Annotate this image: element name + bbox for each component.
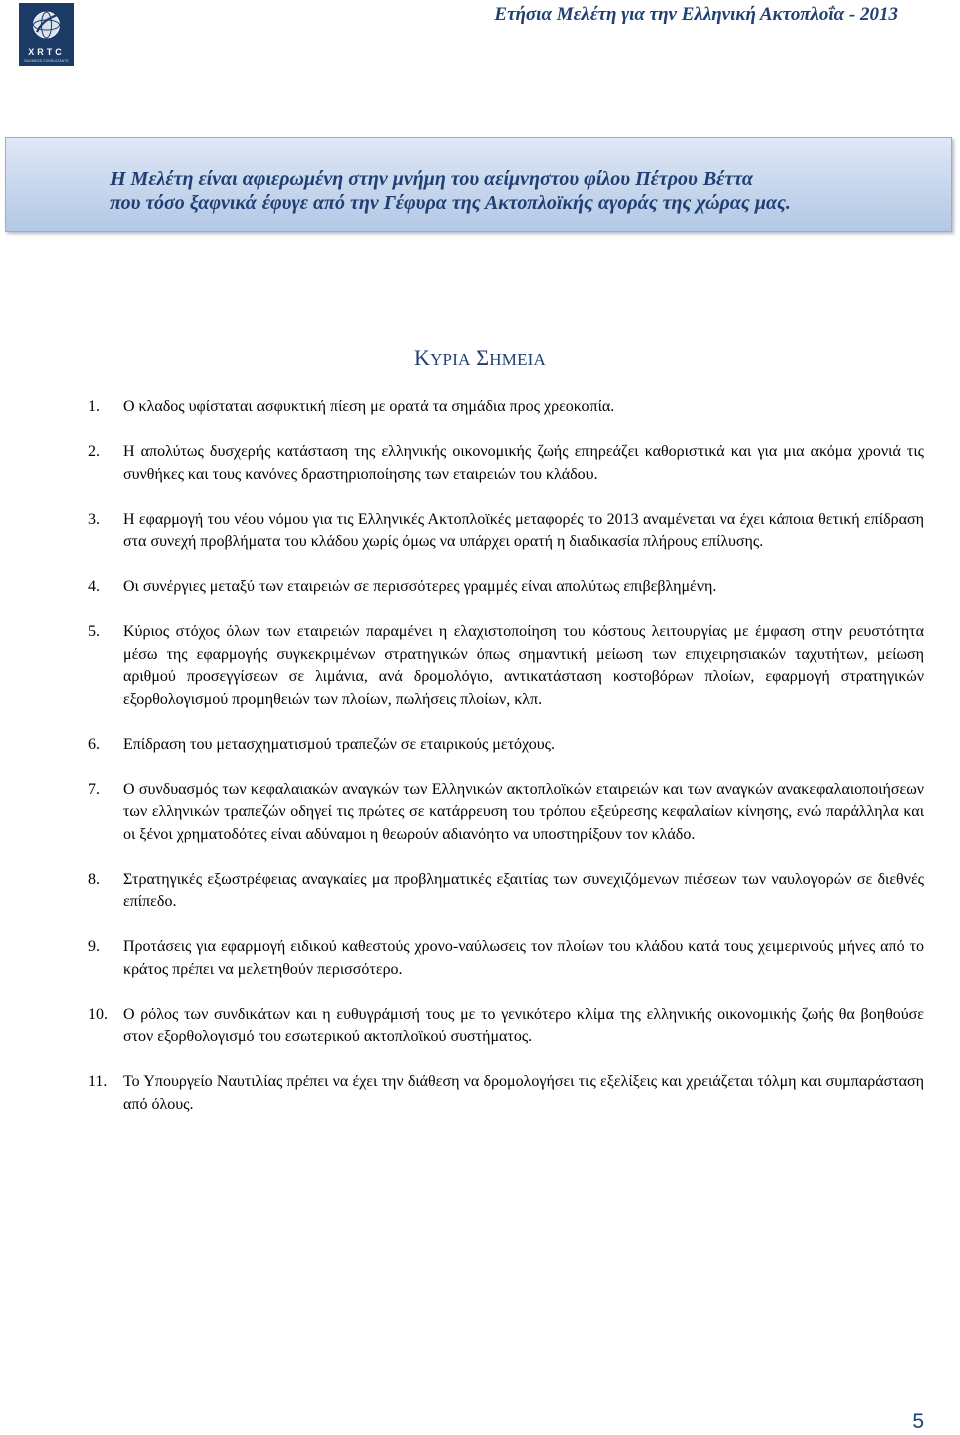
list-item — [88, 734, 924, 757]
section-title — [0, 345, 960, 371]
list-item-text: Ο ρόλος των συνδικάτων και η ευθυγράμισή τους με το γενικότερο κλίμα της ελληνικής οικονομικής ζωής θα βοηθούσε στον εξορθολογισμό του εσωτερικού ακτοπλοϊκού συστήματος. — [123, 1005, 924, 1045]
list-item — [88, 396, 924, 419]
logo-subtext: BUSINESS CONSULTANTS — [24, 59, 69, 63]
list-item — [88, 869, 924, 914]
key-points-list — [88, 396, 924, 1116]
dedication-line-1: Η Μελέτη είναι αφιερωμένη στην μνήμη του αείμνηστου φίλου Πέτρου Βέττα — [110, 168, 753, 190]
list-item — [88, 441, 924, 486]
dedication-box — [5, 137, 952, 232]
company-logo — [19, 3, 74, 66]
list-item-text: Κύριος στόχος όλων των εταιρειών παραμένει η ελαχιστοποίηση του κόστους λειτουργίας με έμφαση στην ρευστότητα μέσω της εφαρμογής συγκεκριμένων στρατηγικών όπως σημαντική μείωση των επιχειρησιακών ταχυτήτων, μείωση αριθμού προσεγγίσεων σε λιμάνια, ανά δρομολόγιο, αντικατάσταση κοστοβόρων πλοίων, εφαρμογή στρατηγικών εξορθολογισμού προμηθειών των πλοίων, πωλήσεις πλοίων, κλπ. — [123, 623, 924, 708]
list-item-text: Ο κλαδος υφίσταται ασφυκτική πίεση με ορατά τα σημάδια προς χρεοκοπία. — [123, 398, 615, 415]
list-item — [88, 621, 924, 711]
section-title-rest-2: ΗΜΕΙΑ — [489, 350, 546, 369]
list-item — [88, 779, 924, 847]
list-item-text: Το Υπουργείο Ναυτιλίας πρέπει να έχει την διάθεση να δρομολογήσει τις εξελίξεις και χρειάζεται τόλμη και συμπαράσταση από όλους. — [123, 1073, 924, 1113]
list-item — [88, 1004, 924, 1049]
page-number: 5 — [912, 1410, 924, 1433]
list-item-text: Επίδραση του μετασχηματισμού τραπεζών σε εταιρικούς μετόχους. — [123, 735, 556, 753]
list-item — [88, 936, 924, 981]
list-item-number: 4. — [88, 578, 100, 595]
list-item-text: Η απολύτως δυσχερής κατάσταση της ελληνικής οικονομικής ζωής επηρεάζει καθοριστικά και για μια ακόμα χρονιά τις συνθήκες και τους κανόνες δραστηριοποίησης των εταιρειών του κλάδου. — [123, 443, 924, 483]
list-item-number: 1. — [88, 398, 100, 415]
list-item-number: 11. — [88, 1073, 108, 1090]
list-item-number: 2. — [88, 443, 100, 460]
list-item-number: 7. — [88, 780, 100, 798]
list-item — [88, 509, 924, 554]
list-item-text: Η εφαρμογή του νέου νόμου για τις Ελληνικές Ακτοπλοϊκές μεταφορές το 2013 αναμένεται να έχει κάποια θετική επίδραση στα συνεχή προβλήματα του κλάδου χωρίς όμως να υπάρχει ορατή η διαδικασία πλήρους επίλυσης. — [123, 510, 924, 550]
section-title-initial-2: Σ — [476, 345, 490, 370]
list-item-number: 10. — [88, 1005, 108, 1023]
globe-icon — [19, 3, 74, 48]
list-item-number: 5. — [88, 623, 100, 640]
dedication-line-2: που τόσο ξαφνικά έφυγε από την Γέφυρα της Ακτοπλοϊκής αγοράς της χώρας μας. — [110, 192, 791, 214]
list-item — [88, 576, 924, 599]
list-item-text: Στρατηγικές εξωστρέφειας αναγκαίες μα προβληματικές εξαιτίας των συνεχιζόμενων πιέσεων των ναυλογορών σε διεθνές επίπεδο. — [123, 870, 924, 910]
list-item — [88, 1071, 924, 1116]
list-item-number: 8. — [88, 870, 100, 888]
logo-text: XRTC — [28, 47, 65, 57]
list-item-text: Οι συνέργιες μεταξύ των εταιρειών σε περισσότερες γραμμές είναι απολύτως επιβεβλημένη. — [123, 578, 717, 595]
list-item-number: 3. — [88, 510, 100, 528]
list-item-text: Προτάσεις για εφαρμογή ειδικού καθεστούς χρονο-ναύλωσεις τον πλοίων του κλάδου κατά τους χειμερινούς μήνες από το κράτος πρέπει να μελετηθούν περισσότερο. — [123, 938, 924, 978]
list-item-number: 6. — [88, 735, 100, 753]
list-item-text: Ο συνδυασμός των κεφαλαιακών αναγκών των Ελληνικών ακτοπλοϊκών εταιρειών και των αναγκών ανακεφαλαιοποιήσεων των ελληνικών τραπεζών οδηγεί τις πρώτες σε κατάρρευση του τρόπου εξεύρεσης κεφαλαίων κίνησης, ενώ παράλληλα και οι ξένοι χρηματοδότες είναι αδύναμοι η θεωρούν αδιανόητο να υποστηρίξουν τον κλάδο. — [123, 780, 924, 843]
list-item-number: 9. — [88, 938, 100, 955]
section-title-initial-1: Κ — [413, 345, 431, 370]
section-title-rest-1: ΥΡΙΑ — [430, 350, 471, 369]
header-title: Ετήσια Μελέτη για την Ελληνική Ακτοπλοΐα - 2013 — [494, 4, 898, 25]
